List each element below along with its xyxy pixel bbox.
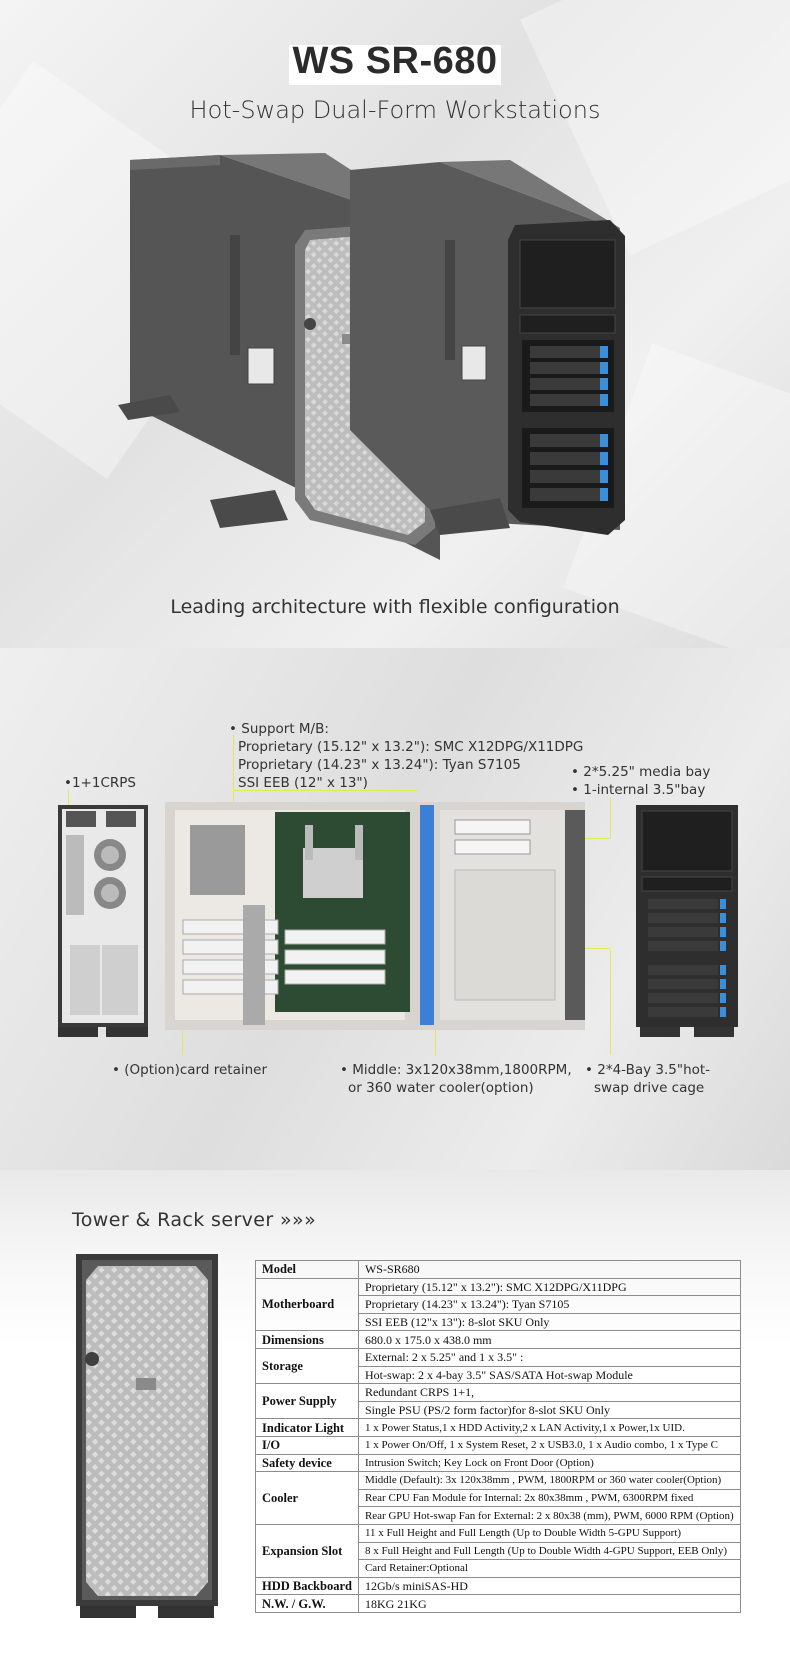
- callout-mb-head: • Support M/B:: [229, 721, 329, 737]
- spec-key: I/O: [256, 1436, 359, 1454]
- callout-media-2: • 1-internal 3.5"bay: [571, 782, 706, 798]
- spec-value: Card Retainer:Optional: [358, 1560, 740, 1578]
- spec-value: SSI EEB (12"x 13"): 8-slot SKU Only: [358, 1313, 740, 1331]
- spec-key: Storage: [256, 1348, 359, 1383]
- table-row: [256, 1524, 741, 1542]
- tower-rack-title: Tower & Rack server »»»: [72, 1209, 317, 1231]
- spec-value: Middle (Default): 3x 120x38mm , PWM, 1800RPM or 360 water cooler(Option): [358, 1472, 740, 1490]
- table-row: [256, 1278, 741, 1296]
- spec-key: Motherboard: [256, 1278, 359, 1331]
- table-row: [256, 1331, 741, 1349]
- leader-line: [233, 790, 418, 791]
- table-row: [256, 1595, 741, 1613]
- tagline: Leading architecture with flexible configuration: [170, 596, 620, 618]
- rear-view-image: [58, 805, 148, 1037]
- spec-value: 1 x Power Status,1 x HDD Activity,2 x LAN Activity,1 x Power,1x UID.: [358, 1419, 740, 1437]
- spec-key: HDD Backboard: [256, 1577, 359, 1595]
- spec-value: 1 x Power On/Off, 1 x System Reset, 2 x USB3.0, 1 x Audio combo, 1 x Type C: [358, 1436, 740, 1454]
- table-row: [256, 1454, 741, 1472]
- spec-key: Cooler: [256, 1472, 359, 1525]
- spec-key: Power Supply: [256, 1384, 359, 1419]
- callout-retainer: • (Option)card retainer: [112, 1062, 267, 1078]
- table-row: [256, 1419, 741, 1437]
- spec-value: Proprietary (14.23" x 13.24"): Tyan S7105: [358, 1296, 740, 1314]
- spec-table: [255, 1260, 741, 1613]
- spec-value: 8 x Full Height and Full Length (Up to Double Width 4-GPU Support, EEB Only): [358, 1542, 740, 1560]
- spec-key: Model: [256, 1261, 359, 1279]
- callout-mb-3: SSI EEB (12" x 13"): [238, 775, 368, 791]
- spec-key: Expansion Slot: [256, 1524, 359, 1577]
- callout-cage-2: swap drive cage: [594, 1080, 705, 1096]
- callout-media-1: • 2*5.25" media bay: [571, 764, 711, 780]
- page-subtitle: Hot-Swap Dual-Form Workstations: [189, 96, 601, 124]
- drive-cage-lower: [522, 428, 614, 508]
- spec-value: Hot-swap: 2 x 4-bay 3.5" SAS/SATA Hot-swap Module: [358, 1366, 740, 1384]
- spec-value: Proprietary (15.12" x 13.2"): SMC X12DPG/X11DPG: [358, 1278, 740, 1296]
- spec-value: 18KG 21KG: [358, 1595, 740, 1613]
- spec-value: Rear GPU Hot-swap Fan for External: 2 x 80x38 (mm), PWM, 6000 RPM (Option): [358, 1507, 740, 1525]
- spec-value: Intrusion Switch; Key Lock on Front Door (Option): [358, 1454, 740, 1472]
- leader-line: [610, 798, 611, 838]
- spec-key: N.W. / G.W.: [256, 1595, 359, 1613]
- callout-crps: •1+1CRPS: [64, 775, 136, 791]
- spec-value: External: 2 x 5.25" and 1 x 3.5" :: [358, 1348, 740, 1366]
- spec-value: 11 x Full Height and Full Length (Up to Double Width 5-GPU Support): [358, 1524, 740, 1542]
- spec-key: Safety device: [256, 1454, 359, 1472]
- spec-value: WS-SR680: [358, 1261, 740, 1279]
- callout-middle-2: or 360 water cooler(option): [348, 1080, 534, 1096]
- spec-value: 680.0 x 175.0 x 438.0 mm: [358, 1331, 740, 1349]
- front-view-image: [636, 805, 738, 1037]
- spec-key: Dimensions: [256, 1331, 359, 1349]
- callout-cage-1: • 2*4-Bay 3.5"hot-: [585, 1062, 711, 1078]
- table-row: [256, 1261, 741, 1279]
- spec-key: Indicator Light: [256, 1419, 359, 1437]
- table-row: [256, 1348, 741, 1366]
- leader-line: [610, 950, 611, 1055]
- table-row: [256, 1384, 741, 1402]
- drive-cage-upper: [522, 340, 614, 412]
- table-row: [256, 1436, 741, 1454]
- page-title: WS SR-680: [292, 40, 498, 82]
- callout-mb-1: Proprietary (15.12" x 13.2"): SMC X12DPG/X11DPG: [238, 739, 584, 755]
- callout-middle-1: • Middle: 3x120x38mm,1800RPM,: [340, 1062, 572, 1078]
- spec-value: 12Gb/s miniSAS-HD: [358, 1577, 740, 1595]
- spec-value: Rear CPU Fan Module for Internal: 2x 80x38mm , PWM, 6300RPM fixed: [358, 1489, 740, 1507]
- front-panel-image: [76, 1254, 221, 1622]
- spec-value: Redundant CRPS 1+1,: [358, 1384, 740, 1402]
- callout-mb-2: Proprietary (14.23" x 13.24"): Tyan S7105: [238, 757, 521, 773]
- table-row: [256, 1577, 741, 1595]
- hero-product-image: [110, 150, 670, 570]
- table-row: [256, 1472, 741, 1490]
- internal-layout-image: [165, 800, 585, 1040]
- spec-value: Single PSU (PS/2 form factor)for 8-slot SKU Only: [358, 1401, 740, 1419]
